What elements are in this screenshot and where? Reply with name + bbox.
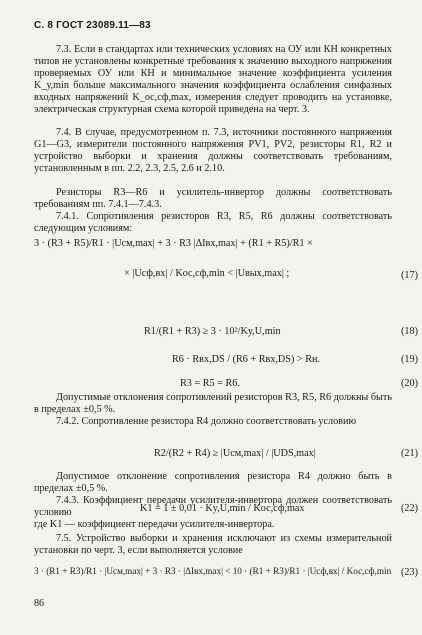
paragraph-tolerance-2: Допустимое отклонение сопротивления резистора R4 должно быть в пределах ±0,5 %. (34, 471, 392, 494)
equation-number-21: (21) (401, 448, 418, 459)
equation-number-18: (18) (401, 326, 418, 337)
equation-number-22: (22) (401, 503, 418, 514)
equation-17-line-2: × |Uсф,вх| / Kос,сф,min < |Uвых,max| ; (124, 268, 290, 279)
equation-number-19: (19) (401, 354, 418, 365)
equation-17-line-1: 3 · (R3 + R5)/R1 · |Uсм,max| + 3 · R3 |ΔIвх,max| + (R1 + R5)/R1 × (34, 238, 313, 249)
equation-18: R1/(R1 + R3) ≥ 3 · 10²/Ky,U,min (144, 326, 281, 337)
equation-number-23: (23) (401, 567, 418, 578)
paragraph-7-4-2: 7.4.2. Сопротивление резистора R4 должно соответствовать условию (56, 416, 357, 427)
equation-21: R2/(R2 + R4) ≥ |Uсм,max| / |UDS,max| (154, 448, 316, 459)
paragraph-7-5: 7.5. Устройство выборки и хранения исключают из схемы измерительной установки по черт. 3, если выполняется условие (34, 533, 392, 556)
page-number: 86 (34, 598, 44, 609)
paragraph-7-4: 7.4. В случае, предусмотренном п. 7.3, источники постоянного напряжения G1—G3, измерители постоянного напряжения PV1, PV2, резисторы R1, R2 и устройство выборки и хранения должны соответствовать требованиям, установленным в пп. 2.2, 2.3, 2.5, 2.6 и 2.10. (34, 127, 392, 174)
equation-22-expression (34, 503, 422, 515)
paragraph-tolerance-1: Допустимые отклонения сопротивлений резисторов R3, R5, R6 должны быть в пределах ±0,5 %. (34, 392, 392, 415)
paragraph-7-4-resistors: Резисторы R3—R6 и усилитель-инвертор должны соответствовать требованиям пп. 7.4.1—7.4.3. (34, 187, 392, 210)
paragraph-7-3: 7.3. Если в стандартах или технических условиях на ОУ или КН конкретных типов не установлены конкретные требования к значению выходного напряжения проверяемых ОУ или КН и минимальное значение коэффициента усиления K_у,min больше максимального значения коэффициента ослабления синфазных входных напряжений K_ос,сф,max, измерения следует проводить на установке, электрическая структурная схема которой приведена на черт. 3. (34, 44, 392, 115)
equation-number-17: (17) (401, 270, 418, 281)
paragraph-7-4-3: 7.4.3. Коэффициент передачи усилителя-инвертора должен соответствовать условию (34, 495, 392, 518)
paragraph-7-4-1: 7.4.1. Сопротивления резисторов R3, R5, R6 должны соответствовать следующим условиям: (34, 211, 392, 234)
equation-23: 3 · (R1 + R3)/R1 · |Uсм,max| + 3 · R3 · |ΔIвх,max| < 10 · (R1 + R3)/R1 · |Uсф,вх| / Kос,сф,min (34, 566, 392, 576)
paragraph-where: где K1 — коэффициент передачи усилителя-инвертора. (34, 519, 275, 530)
equation-19: R6 · Rвх,DS / (R6 + Rвх,DS) > Rн. (172, 354, 320, 365)
equation-22-formula: K1 = 1 ± 0,01 · Ky,U,min / Kос,сф,max (140, 503, 305, 514)
equation-number-20: (20) (401, 378, 418, 389)
equation-20: R3 = R5 = R6. (180, 378, 240, 389)
page-header: С. 8 ГОСТ 23089.11—83 (34, 20, 151, 31)
